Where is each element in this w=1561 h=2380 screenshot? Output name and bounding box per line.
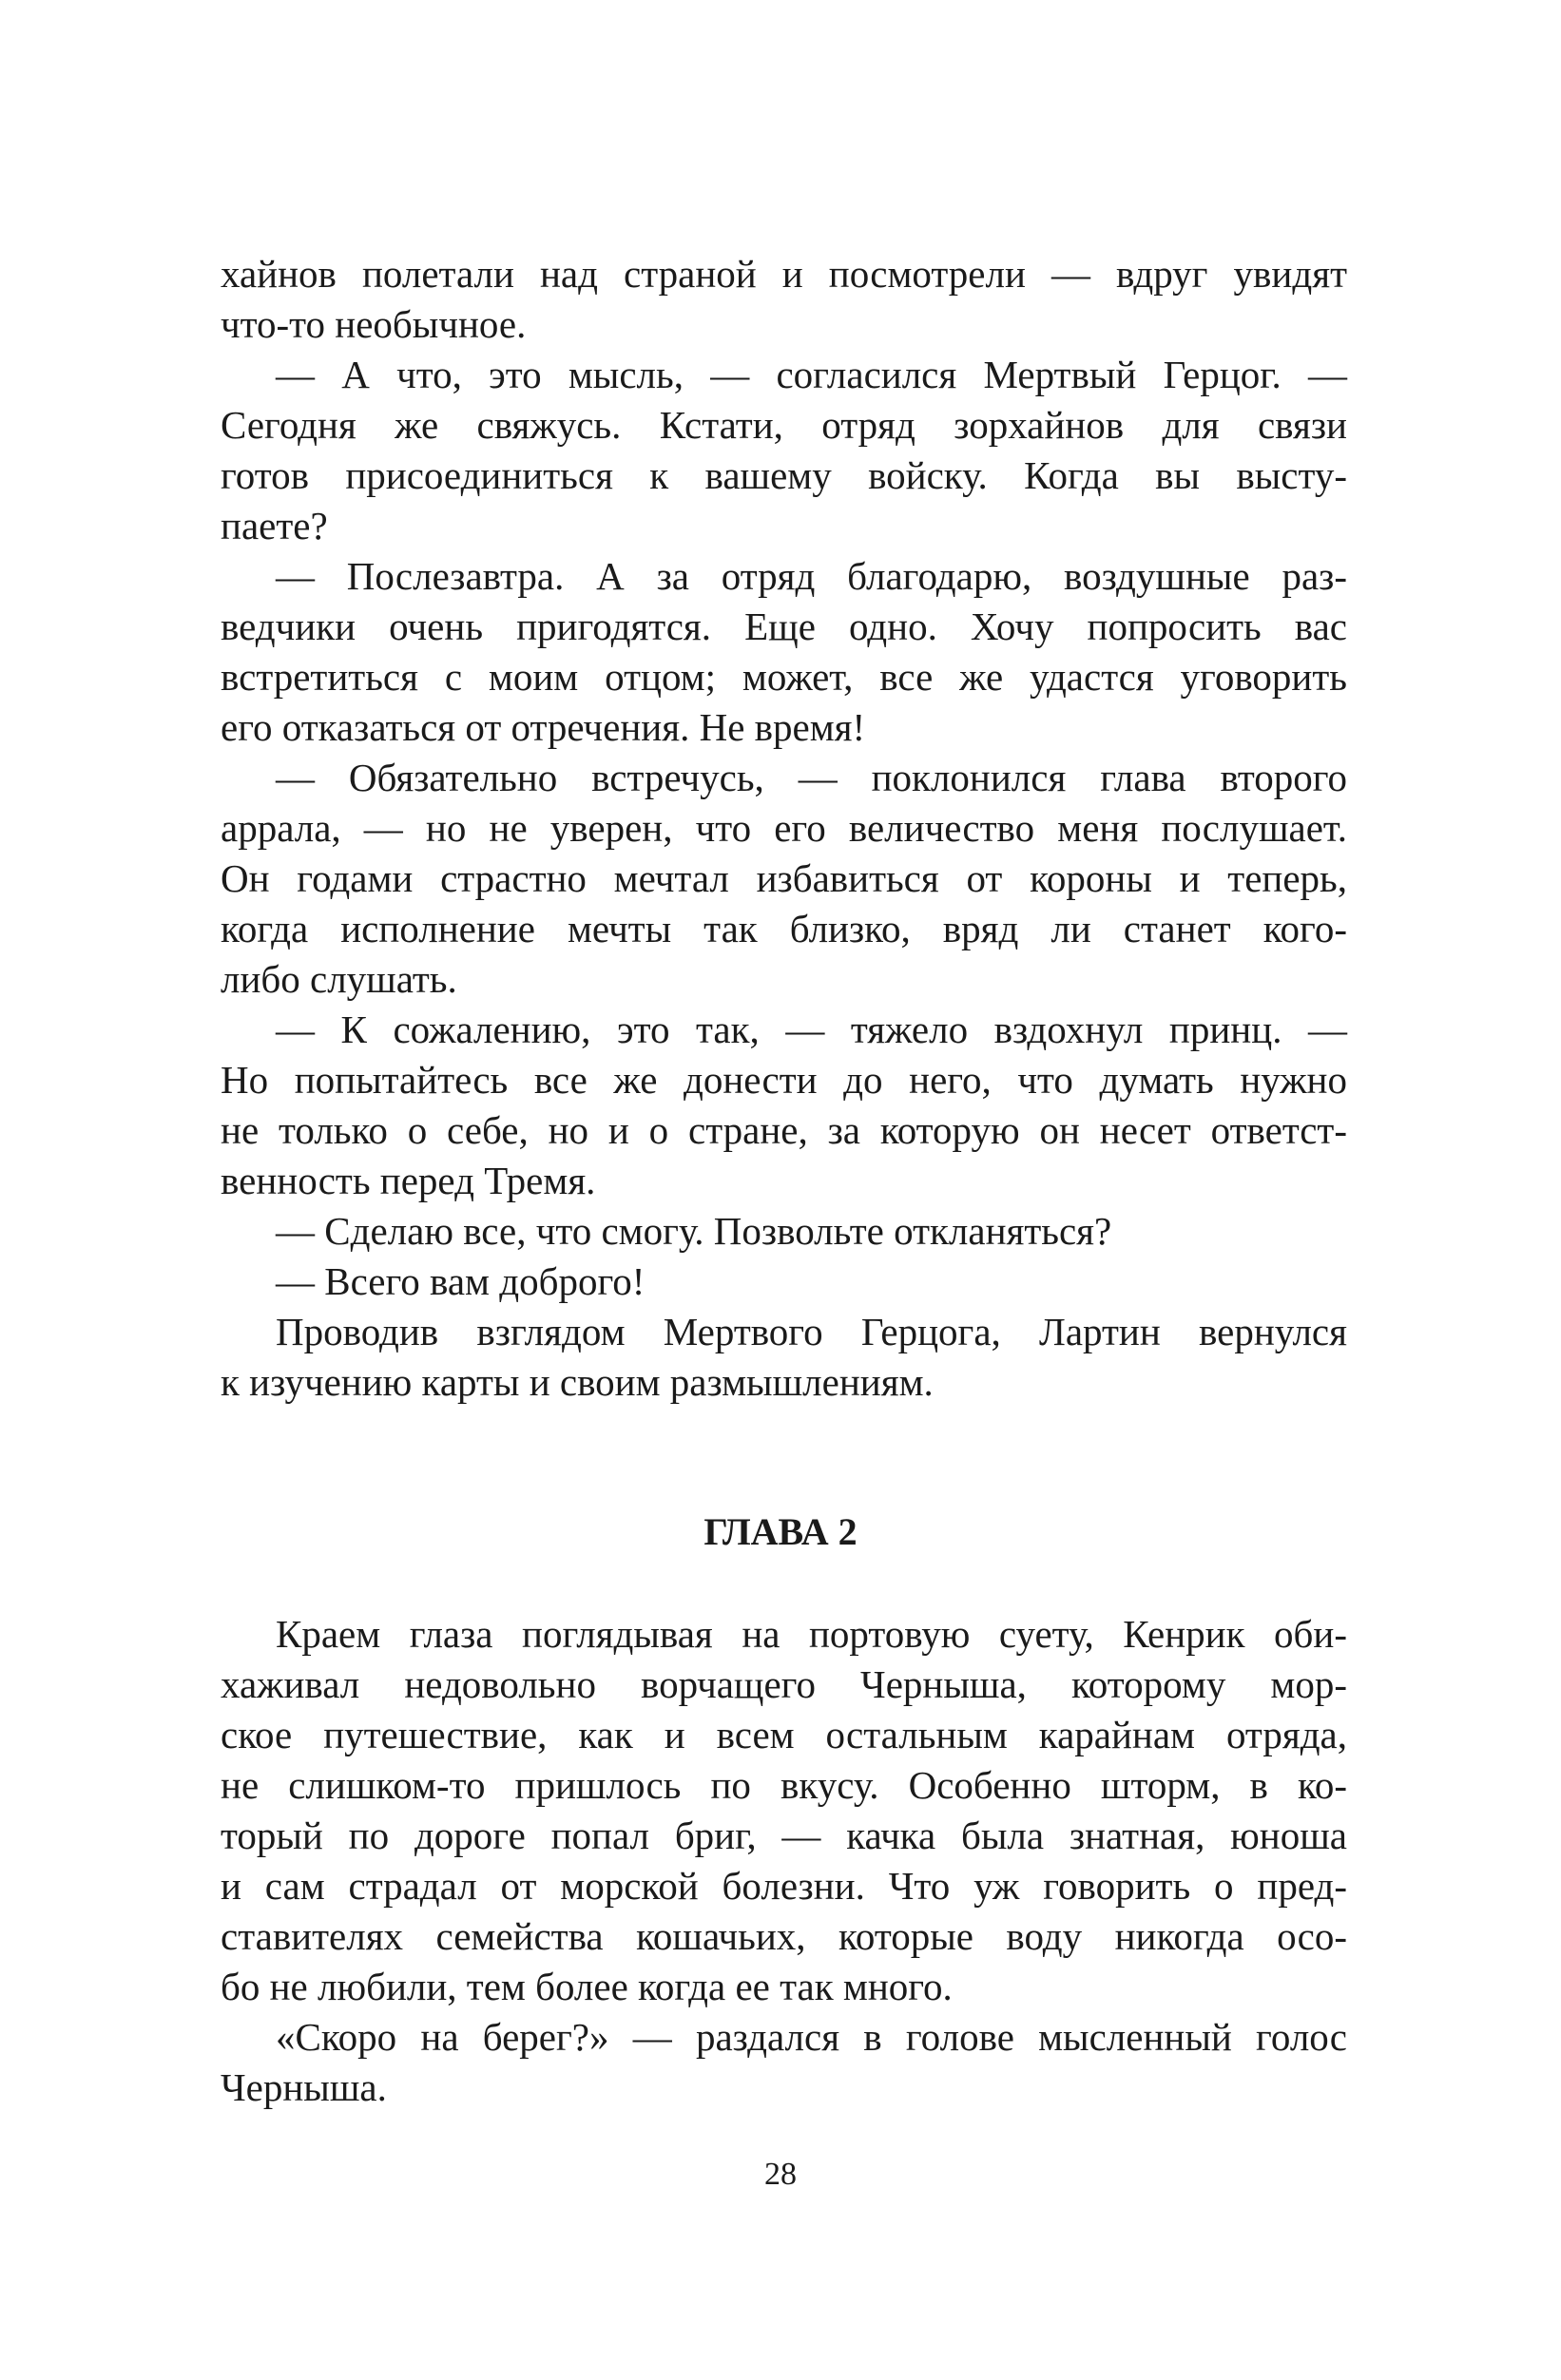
text-line: — К сожалению, это так, — тяжело вздохнул принц. — (276, 1008, 1347, 1051)
text-line: Но попытайтесь все же донести до него, что думать нужно (221, 1058, 1347, 1102)
text-line: — Обязательно встречусь, — поклонился глава второго (276, 756, 1347, 799)
text-line: когда исполнение мечты так близко, вряд ли станет кого- (221, 907, 1347, 950)
text-line: не только о себе, но и о стране, за которую он несет ответст- (221, 1108, 1347, 1152)
text-line: — Сделаю все, что смогу. Позвольте откланяться? (276, 1209, 1112, 1253)
text-line: ское путешествие, как и всем остальным карайнам отряда, (221, 1713, 1347, 1756)
text-line: бо не любили, тем более когда ее так много. (221, 1965, 953, 2008)
text-line: Он годами страстно мечтал избавиться от короны и теперь, (221, 856, 1347, 900)
text-line: либо слушать. (221, 957, 457, 1001)
text-line: Черныша. (221, 2065, 387, 2109)
text-line: встретиться с моим отцом; может, все же удастся уговорить (221, 655, 1347, 699)
text-line: к изучению карты и своим размышлениям. (221, 1360, 934, 1404)
text-line: — Послезавтра. А за отряд благодарю, воздушные раз- (276, 554, 1347, 598)
text-line: хайнов полетали над страной и посмотрели — вдруг увидят (221, 252, 1347, 296)
body-text-top (221, 249, 1347, 1408)
text-line: ставителях семейства кошачьих, которые воду никогда осо- (221, 1914, 1347, 1958)
page-number: 28 (764, 2157, 797, 2192)
text-line: аррала, — но не уверен, что его величество меня послушает. (221, 806, 1347, 850)
text-line: хаживал недовольно ворчащего Черныша, которому мор- (221, 1662, 1347, 1706)
text-line: Сегодня же свяжусь. Кстати, отряд зорхайнов для связи (221, 403, 1347, 447)
text-line: торый по дороге попал бриг, — качка была знатная, юноша (221, 1814, 1347, 1857)
text-line: Проводив взглядом Мертвого Герцога, Лартин вернулся (276, 1310, 1347, 1353)
text-line: Краем глаза поглядывая на портовую суету, Кенрик оби- (276, 1612, 1347, 1656)
text-line: что-то необычное. (221, 302, 527, 346)
text-line: венность перед Тремя. (221, 1159, 596, 1202)
body-text-chapter-2 (221, 1609, 1347, 2113)
text-line: ведчики очень пригодятся. Еще одно. Хочу попросить вас (221, 605, 1347, 648)
text-line: — Всего вам доброго! (276, 1259, 646, 1303)
text-line: паете? (221, 504, 328, 547)
text-line: «Скоро на берег?» — раздался в голове мысленный голос (276, 2015, 1347, 2059)
text-line: не слишком-то пришлось по вкусу. Особенно шторм, в ко- (221, 1763, 1347, 1807)
text-line: и сам страдал от морской болезни. Что уж говорить о пред- (221, 1864, 1347, 1908)
text-line: готов присоединиться к вашему войску. Когда вы высту- (221, 453, 1347, 497)
text-line: — А что, это мысль, — согласился Мертвый Герцог. — (276, 353, 1347, 396)
text-line: его отказаться от отречения. Не время! (221, 705, 866, 749)
chapter-heading: ГЛАВА 2 (703, 1510, 858, 1553)
